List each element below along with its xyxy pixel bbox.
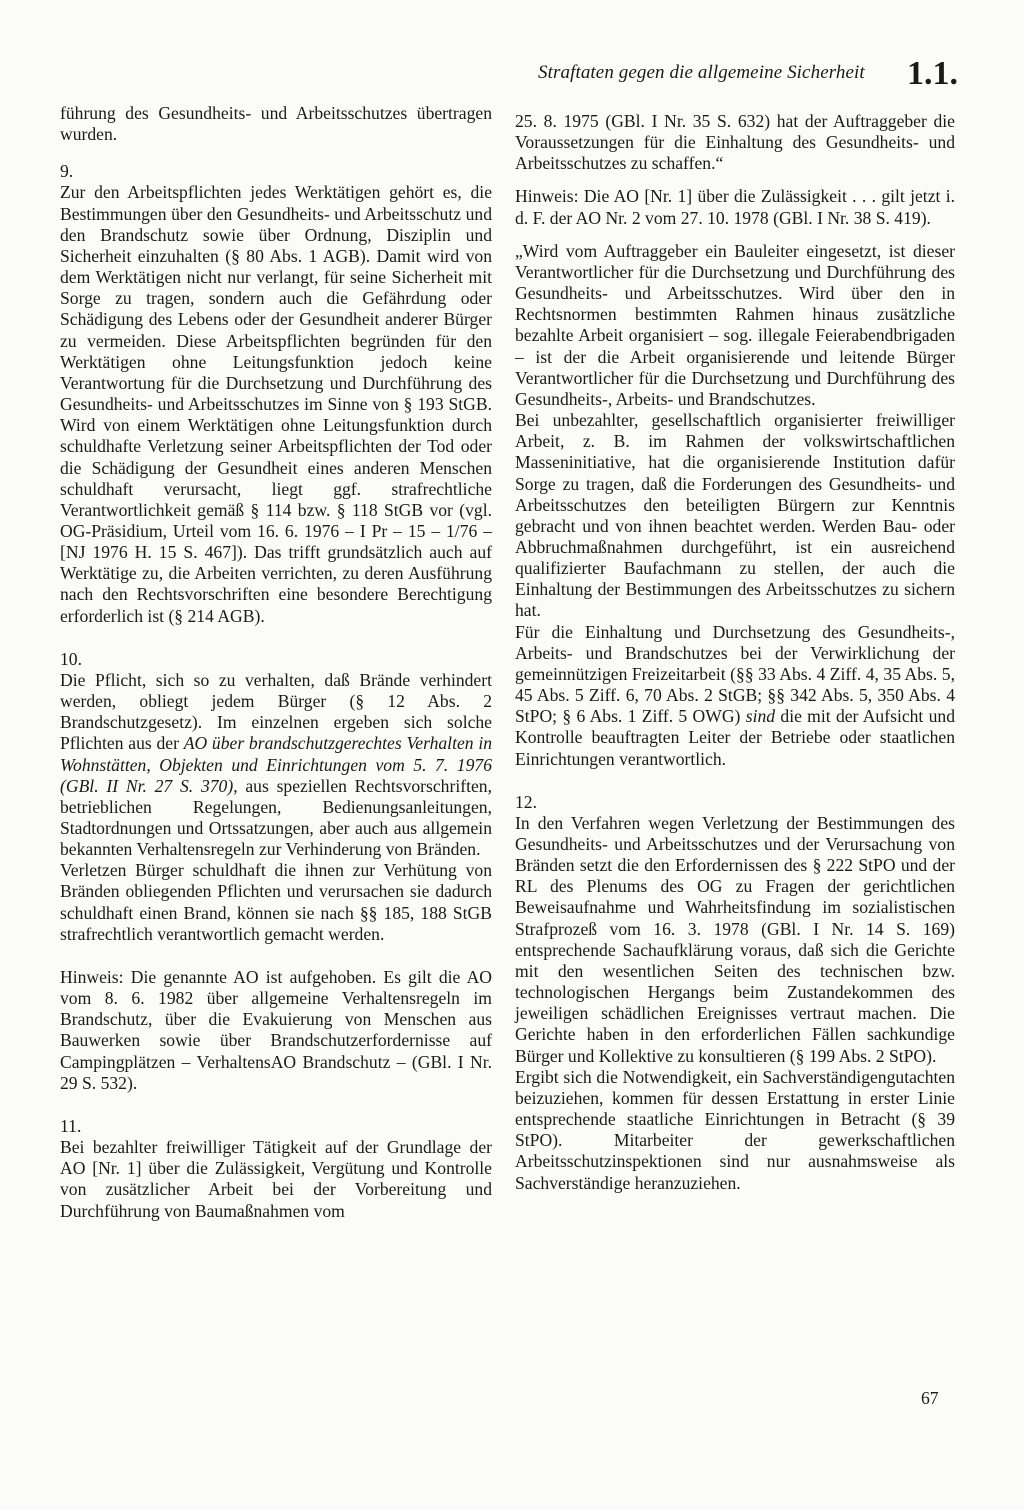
paragraph-11-continued: 25. 8. 1975 (GBl. I Nr. 35 S. 632) hat der Auftraggeber die Voraussetzungen für die Einhaltung des Gesundheits- und Arbeitsschutzes zu schaffen.“ xyxy=(515,111,955,174)
running-title: Straftaten gegen die allgemeine Sicherheit xyxy=(538,62,865,83)
quote-paragraph: „Wird vom Auftraggeber ein Bauleiter eingesetzt, ist dieser Verantwortlicher für die Durchsetzung und Durchführung des Gesundheits- und Arbeitsschutzes. Wird über den in Rechtsnormen bestimmten Rahmen hinaus zusätzliche bezahlte Arbeit organisiert – sog. illegale Feierabendbrigaden – ist der die Arbeit organisierende und leitende Bürger Verantwortlicher für die Durchsetzung und Durchführung des Gesundheits-, Arbeits- und Brandschutzes. xyxy=(515,240,955,409)
note-paragraph-right: Hinweis: Die AO [Nr. 1] über die Zulässigkeit . . . gilt jetzt i. d. F. der AO Nr. 2 vom 27. 10. 1978 (GBl. I Nr. 38 S. 419). xyxy=(515,186,955,228)
paragraph-10-continued: Verletzen Bürger schuldhaft die ihnen zur Verhütung von Bränden obliegenden Pflichten und verursachen sie dadurch schuldhaft einen Brand, können sie nach §§ 185, 188 StGB strafrechtlich verantwortlich gemacht werden. xyxy=(60,860,492,944)
paragraph-11: Bei bezahlter freiwilliger Tätigkeit auf der Grundlage der AO [Nr. 1] über die Zulässigkeit, Vergütung und Kontrolle von zusätzlicher Arbeit bei der Vorbereitung und Durchführung von Baumaßnahmen vom xyxy=(60,1137,492,1221)
paragraph-continuation: führung des Gesundheits- und Arbeitsschutzes übertragen wurden. xyxy=(60,103,492,145)
paragraph-number-11: 11. xyxy=(60,1115,82,1136)
unpaid-work-paragraph: Bei unbezahlter, gesellschaftlich organisierter freiwilliger Arbeit, z. B. im Rahmen der volkswirtschaftlichen Masseninitiative, hat die organisierende Institution dafür Sorge zu tragen, daß die Forderungen des Gesundheits- und Arbeitsschutzes den beteiligten Bürgern zur Kenntnis gebracht und von ihnen beachtet werden. Werden Bau- oder Abbruchmaßnahmen durchgeführt, ist ein ausreichend qualifizierter Baufachmann zu stellen, der auch die Einhaltung der Bestimmungen des Arbeitsschutzes zu sichern hat. xyxy=(515,410,955,621)
paragraph-9: Zur den Arbeitspflichten jedes Werktätigen gehört es, die Bestimmungen über den Gesundheits- und Arbeitsschutz und den Brandschutz sowie über Ordnung, Disziplin und Sicherheit einzuhalten (§ 80 Abs. 1 AGB). Damit wird von dem Werktätigen nicht nur verlangt, für seine Sicherheit mit Sorge zu tragen, sondern auch die Gefährdung oder Schädigung des Lebens oder der Gesundheit anderer Bürger zu vermeiden. Diese Arbeitspflichten begründen für den Werktätigen ohne Leitungsfunktion jedoch keine Verantwortung für die Durchsetzung und Durchführung des Gesundheits- und Arbeitsschutzes im Sinne von § 193 StGB. Wird von einem Werktätigen ohne Leitungsfunktion durch schuldhafte Verletzung seiner Arbeitspflichten der Tod oder die Schädigung der Gesundheit eines anderen Menschen schuldhaft verursacht, liegt ggf. strafrechtliche Verantwortlichkeit gemäß § 114 bzw. § 118 StGB vor (vgl. OG-Präsidium, Urteil vom 16. 6. 1976 – I Pr – 15 – 1/76 – [NJ 1976 H. 15 S. 467]). Das trifft grundsätzlich auch auf Werktätige zu, die Arbeiten verrichten, zu deren Ausführung nach den Rechtsvorschriften eine besondere Berechtigung erforderlich ist (§ 214 AGB). xyxy=(60,182,492,626)
paragraph-10-text-a: Die Pflicht, sich so zu verhalten, daß Brände verhindert werden, obliegt jedem Bürger (§ 12 Abs. 2 Brandschutzgesetz). Im einzelnen ergeben sich solche Pflichten aus der xyxy=(60,669,492,754)
left-column xyxy=(60,103,492,1222)
leader-text-a: Für die Einhaltung und Durchsetzung des Gesundheits-, Arbeits- und Brandschutzes bei der Verwirklichung der gemeinnützigen Freizeitarbeit (§§ 33 Abs. 4 Ziff. 4, 35 Abs. 5, 45 Abs. 5 Ziff. 6, 70 Abs. 2 StGB; §§ 342 Abs. 5, 350 Abs. 4 StPO; § 6 Abs. 1 Ziff. 5 OWG) xyxy=(515,621,955,727)
paragraph-10 xyxy=(60,670,492,860)
paragraph-12: In den Verfahren wegen Verletzung der Bestimmungen des Gesundheits- und Arbeitsschutzes und der Verursachung von Bränden setzt die den Erfordernissen des § 222 StPO und der RL des Plenums des OG zu Fragen der gerichtlichen Beweisaufnahme und Wahrheitsfindung im sozialistischen Strafprozeß vom 16. 3. 1978 (GBl. I Nr. 14 S. 169) entsprechende Sachaufklärung voraus, daß sich die Gerichte mit den wesentlichen Seiten des technischen bzw. technologischen Hergangs beim Zustandekommen des jeweiligen schädlichen Ereignisses vertraut machen. Die Gerichte haben in den erforderlichen Fällen sachkundige Bürger und Kollektive zu konsultieren (§ 199 Abs. 2 StPO). xyxy=(515,812,955,1066)
paragraph-number-10: 10. xyxy=(60,648,82,669)
note-paragraph-left: Hinweis: Die genannte AO ist aufgehoben. Es gilt die AO vom 8. 6. 1982 über allgemeine Verhaltensregeln im Brandschutz, über die Evakuierung von Menschen aus Bauwerken sowie über Brandschutzerfordernisse auf Campingplätzen – VerhaltensAO Brandschutz – (GBl. I Nr. 29 S. 532). xyxy=(60,966,492,1093)
paragraph-number-12: 12. xyxy=(515,791,537,812)
page-number: 67 xyxy=(921,1388,939,1408)
right-column xyxy=(515,111,955,1194)
leader-responsibility-paragraph xyxy=(515,622,955,770)
paragraph-10-text-b: , aus speziellen Rechtsvorschriften, betrieblichen Regelungen, Bedienungsanleitungen, Stadtordnungen und Ortssatzungen, aber auch aus allgemein bekannten Verhaltensregeln zur Verhinderung von Bränden. xyxy=(60,775,492,860)
paragraph-number-9: 9. xyxy=(60,161,74,182)
section-number: 1.1. xyxy=(907,55,958,92)
leader-text-b: die mit der Aufsicht und Kontrolle beauftragten Leiter der Betriebe oder staatlichen Einrichtungen verantwortlich. xyxy=(515,706,956,769)
paragraph-12-continued: Ergibt sich die Notwendigkeit, ein Sachverständigengutachten beizuziehen, kommen für dessen Erstattung in erster Linie entsprechende staatliche Einrichtungen in Betracht (§ 39 StPO). Mitarbeiter der gewerkschaftlichen Arbeitsschutzinspektionen sind nur ausnahmsweise als Sachverständige heranzuziehen. xyxy=(515,1066,955,1193)
regulation-citation: AO über brandschutzgerechtes Verhalten in Wohnstätten, Objekten und Einrichtungen vom 5. 7. 1976 (GBl. II Nr. 27 S. 370) xyxy=(60,733,493,796)
emphasis-sind: sind xyxy=(745,706,776,727)
